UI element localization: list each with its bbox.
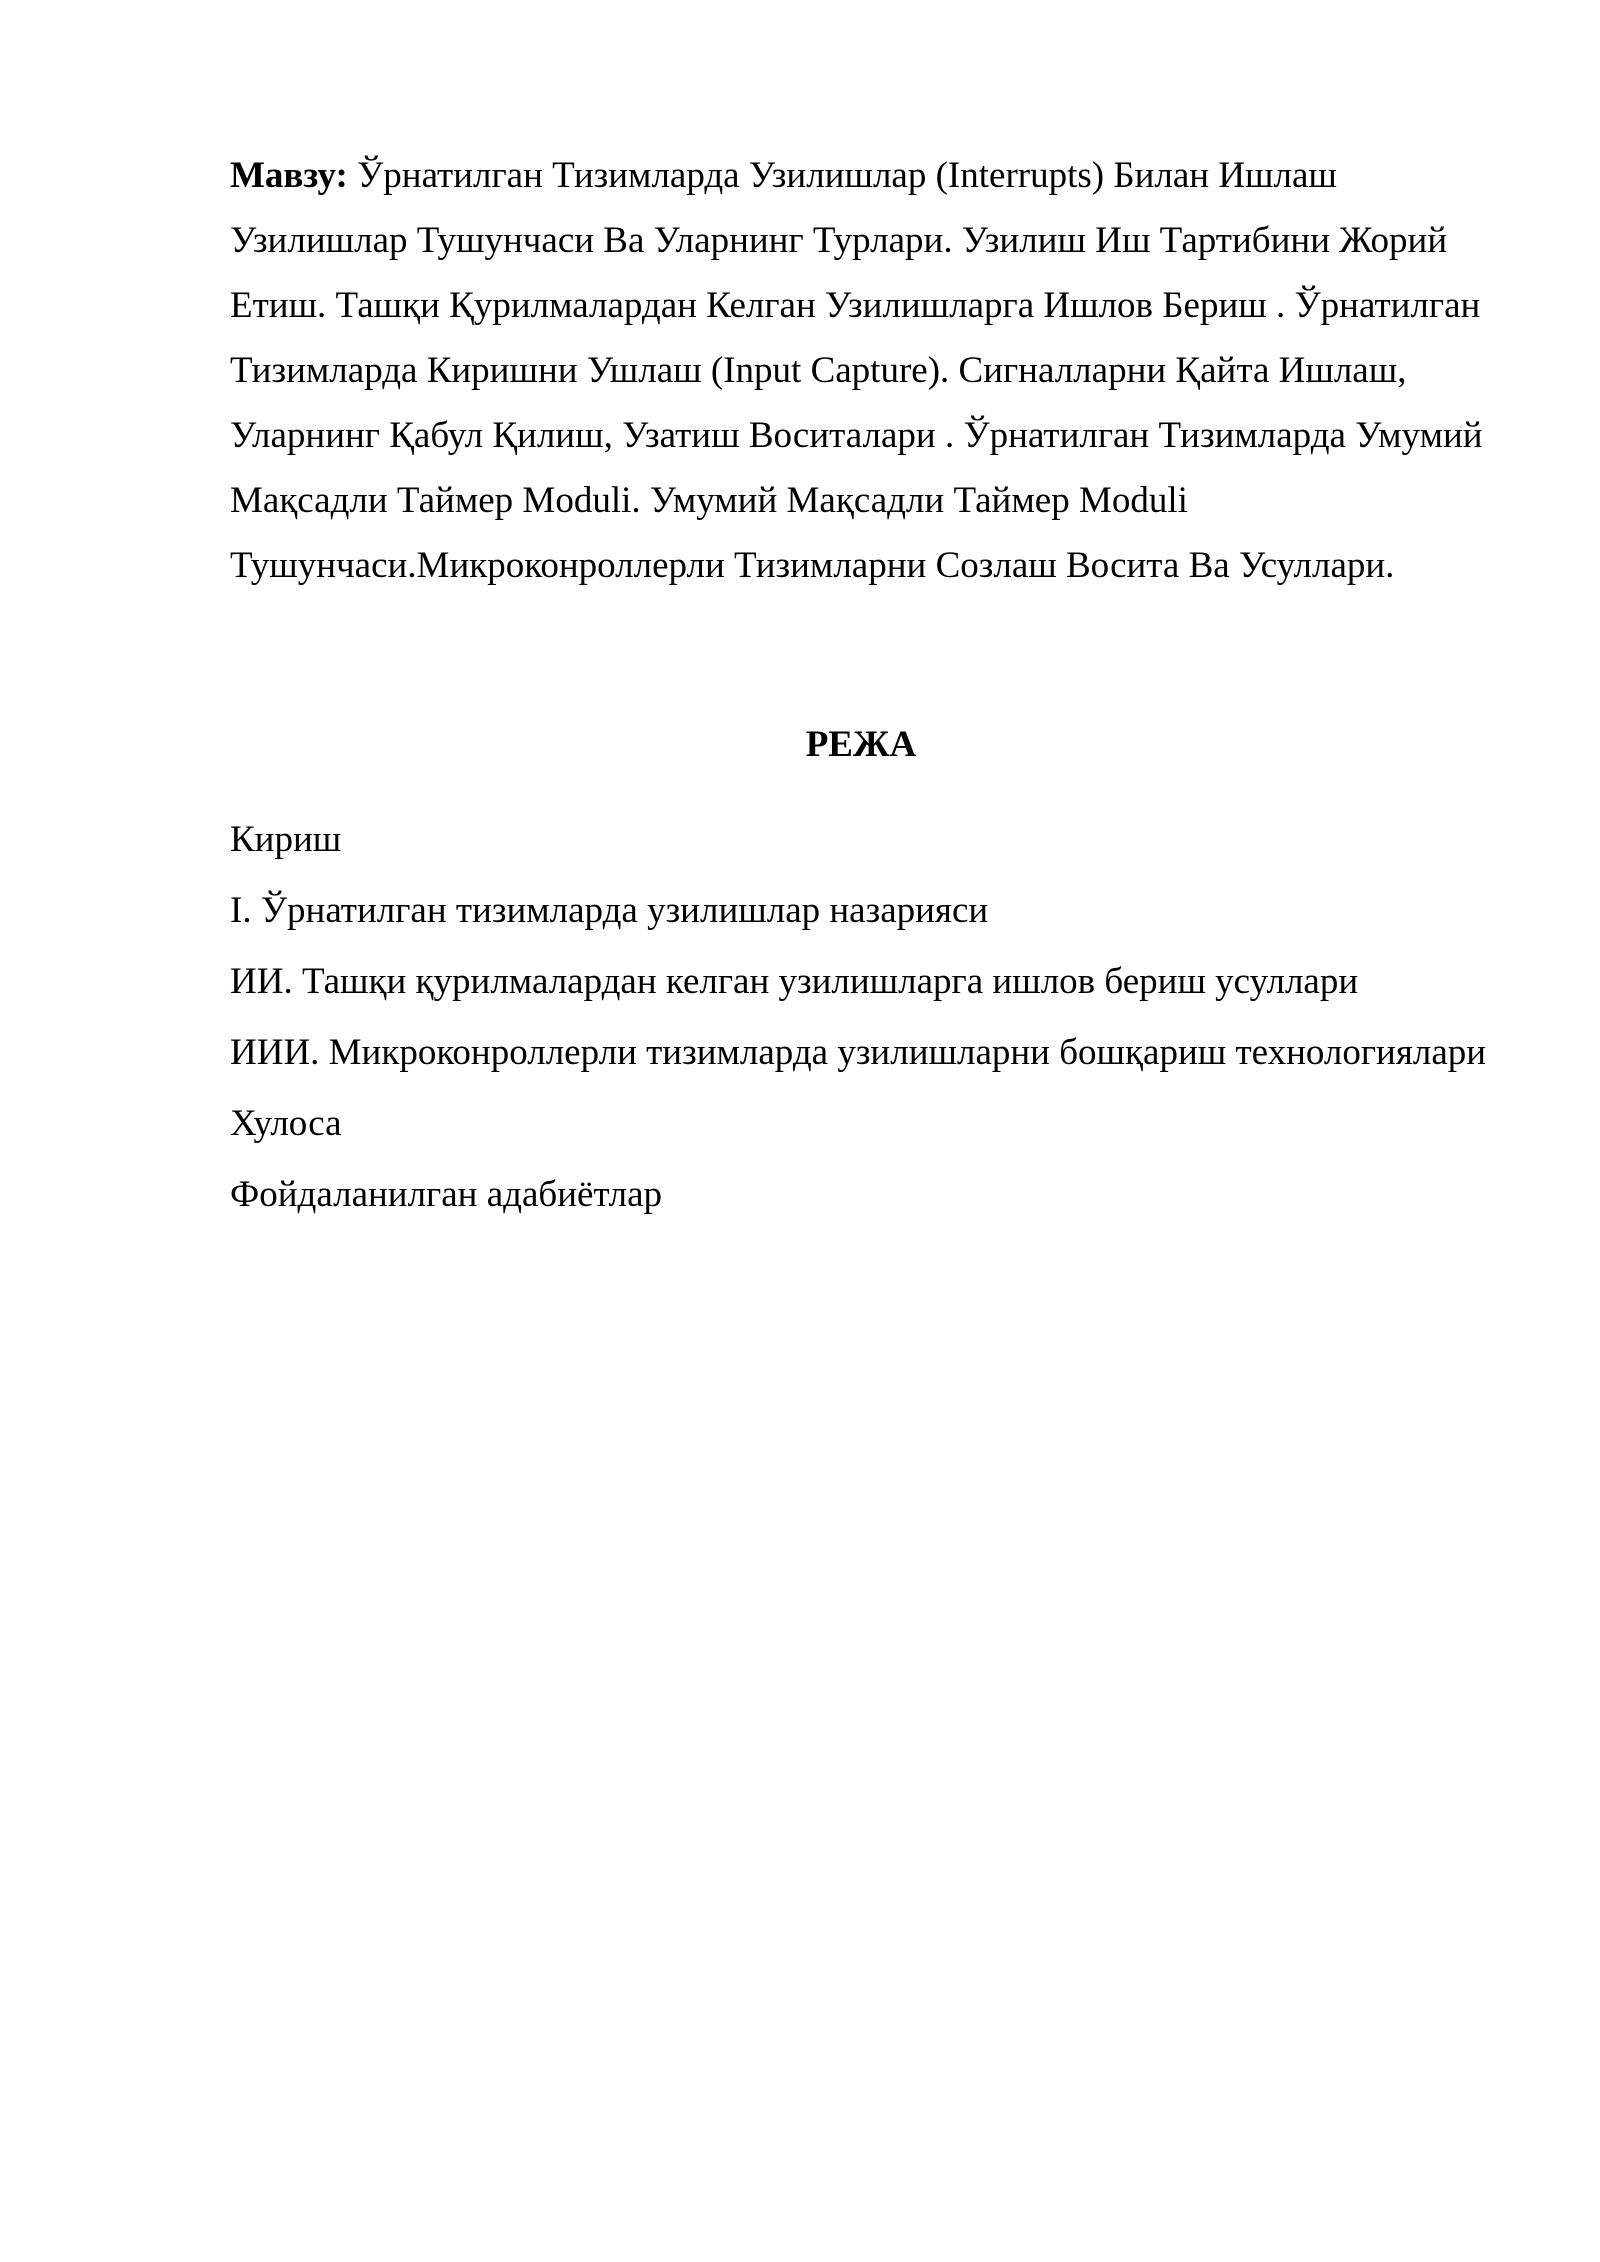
plan-item-chapter-1: I. Ўрнатилган тизимларда узилишлар назарияси	[230, 890, 989, 931]
topic-text: Ўрнатилган Тизимларда Узилишлар (Interrupts) Билан Ишлаш Узилишлар Тушунчаси Ва Уларнинг Турлари. Узилиш Иш Тартибини Жорий Етиш. Ташқи Қурилмалардан Келган Узилишларга Ишлов Бериш . Ўрнатилган Тизимларда Киришни Ушлаш (Input Capture). Сигналларни Қайта Ишлаш, Уларнинг Қабул Қилиш, Узатиш Воситалари . Ўрнатилган Тизимларда Умумий Мақсадли Таймер Moduli. Умумий Мақсадли Таймер Moduli Тушунчаси.Микроконроллерли Тизимларни Созлаш Восита Ва Усуллари.	[230, 155, 1483, 586]
topic-paragraph	[230, 143, 1510, 598]
plan-item-chapter-2: ИИ. Ташқи қурилмалардан келган узилишларга ишлов бериш усуллари	[230, 961, 1359, 1002]
plan-title: РЕЖА	[805, 724, 917, 765]
plan-item-introduction: Кириш	[230, 819, 342, 860]
plan-item-conclusion: Хулоса	[230, 1103, 342, 1144]
plan-list	[230, 808, 1510, 1234]
topic-label: Мавзу:	[230, 155, 348, 196]
plan-item-references: Фойдаланилган адабиётлар	[230, 1174, 663, 1215]
plan-item-chapter-3: ИИИ. Микроконроллерли тизимларда узилишларни бошқариш технологиялари	[230, 1032, 1487, 1073]
